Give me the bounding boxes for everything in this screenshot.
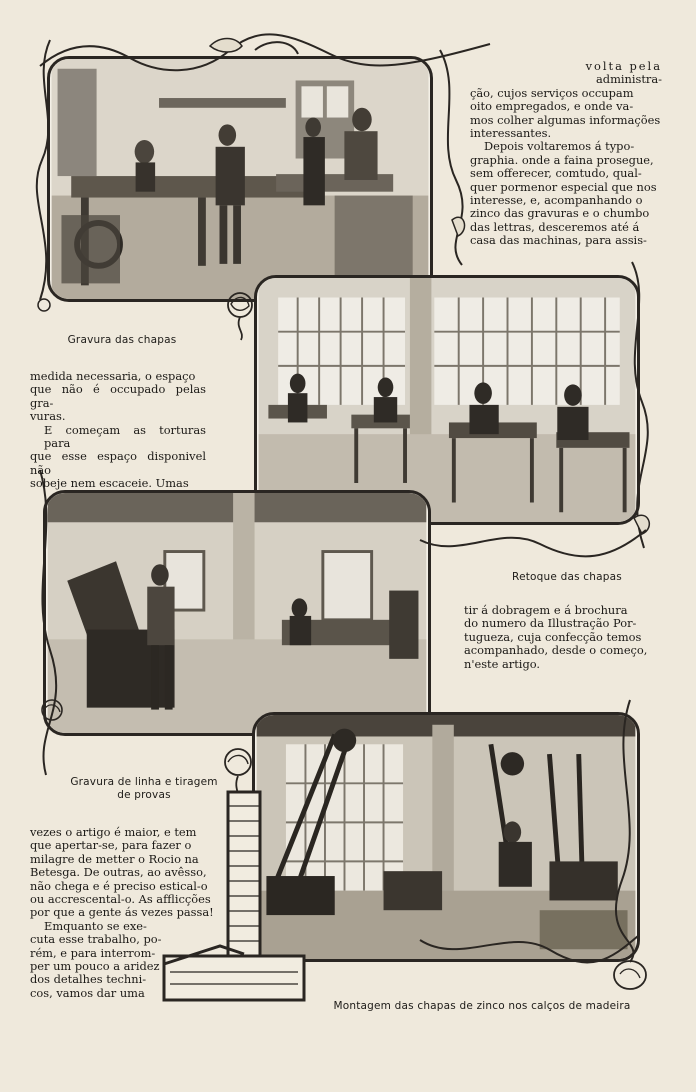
photo-machine-shop <box>252 712 640 962</box>
text-line: Emquanto se exe- <box>44 918 147 933</box>
vine-ornament-right-top <box>432 40 472 270</box>
text-line: do numero da Illustração Por- <box>464 616 637 631</box>
caption-gravura-linha-line2: de provas <box>117 789 171 801</box>
text-block-top-right <box>470 60 662 248</box>
photo-machine-shop-image <box>255 715 637 959</box>
text-line: zinco das gravuras e o chumbo <box>470 206 650 221</box>
text-line: tugueza, cuja confecção temos <box>464 629 642 644</box>
text-line: administra- <box>595 72 662 87</box>
text-line: quer pormenor especial que nos <box>470 179 657 194</box>
text-line: graphia. onde a faina prosegue, <box>470 152 654 167</box>
photo-engraving-workshop-image <box>50 59 430 299</box>
caption-retoque-chapas: Retoque das chapas <box>512 571 622 583</box>
photo-retouching-room <box>254 275 640 525</box>
text-line: ção, cujos serviços occupam <box>470 85 634 100</box>
text-line: interessantes. <box>470 126 552 141</box>
text-line: que não é occupado pelas gra- <box>30 382 206 410</box>
text-line: vuras. <box>30 409 66 424</box>
text-line: E começam as torturas para <box>44 422 206 451</box>
text-block-mid-left <box>22 370 206 491</box>
vine-ornament-right-low <box>420 520 650 570</box>
text-line: medida necessaria, o espaço <box>30 369 196 383</box>
text-line: mos colher algumas informações <box>470 112 661 127</box>
text-block-bottom-left <box>30 826 230 1000</box>
caption-gravura-linha-line1: Gravura de linha e tiragem <box>70 776 218 788</box>
text-line: per um pouco a aridez <box>30 959 160 974</box>
text-line: milagre de metter o Rocio na <box>30 851 199 866</box>
text-line: Depois voltaremos á typo- <box>484 139 635 154</box>
text-line: não chega e é preciso estical-o <box>30 878 208 893</box>
text-line: vezes o artigo é maior, e tem <box>30 825 197 839</box>
text-line: n'este artigo. <box>464 656 541 671</box>
text-line: ou accrescental-o. As afflicções <box>30 892 211 907</box>
text-line: por que a gente ás vezes passa! <box>30 905 214 920</box>
text-block-mid-right <box>464 604 650 671</box>
text-line: que apertar-se, para fazer o <box>30 838 192 853</box>
caption-gravura-chapas: Gravura das chapas <box>67 334 177 346</box>
text-line: acompanhado, desde o começo, <box>464 643 648 658</box>
caption-gravura-linha <box>52 776 236 802</box>
photo-line-engraving-room <box>43 490 431 736</box>
photo-retouching-room-image <box>257 278 637 522</box>
text-line: sem offerecer, comtudo, qual- <box>470 166 642 181</box>
text-line: casa das machinas, para assis- <box>470 233 647 248</box>
text-line: rém, e para interrom- <box>30 945 156 960</box>
text-line: cos, vamos dar uma <box>30 985 145 1000</box>
text-line: que esse espaço disponivel não <box>30 449 206 477</box>
text-line: Betesga. De outras, ao avêsso, <box>30 865 207 880</box>
text-line: interesse, e, acompanhando o <box>470 193 643 208</box>
text-line: dos detalhes techni- <box>30 972 147 987</box>
text-line: tir á dobragem e á brochura <box>464 603 628 617</box>
text-line: cuta esse trabalho, po- <box>30 932 162 947</box>
caption-montagem-chapas: Montagem das chapas de zinco nos calços de madeira <box>333 1000 631 1012</box>
text-line: sobeje nem escaceie. Umas <box>30 476 189 491</box>
text-line: oito empregados, e onde va- <box>470 99 634 114</box>
text-line: volta pela <box>585 59 662 73</box>
photo-engraving-workshop <box>47 56 433 302</box>
text-line: das lettras, desceremos até á <box>470 219 640 234</box>
photo-line-engraving-room-image <box>46 493 428 733</box>
